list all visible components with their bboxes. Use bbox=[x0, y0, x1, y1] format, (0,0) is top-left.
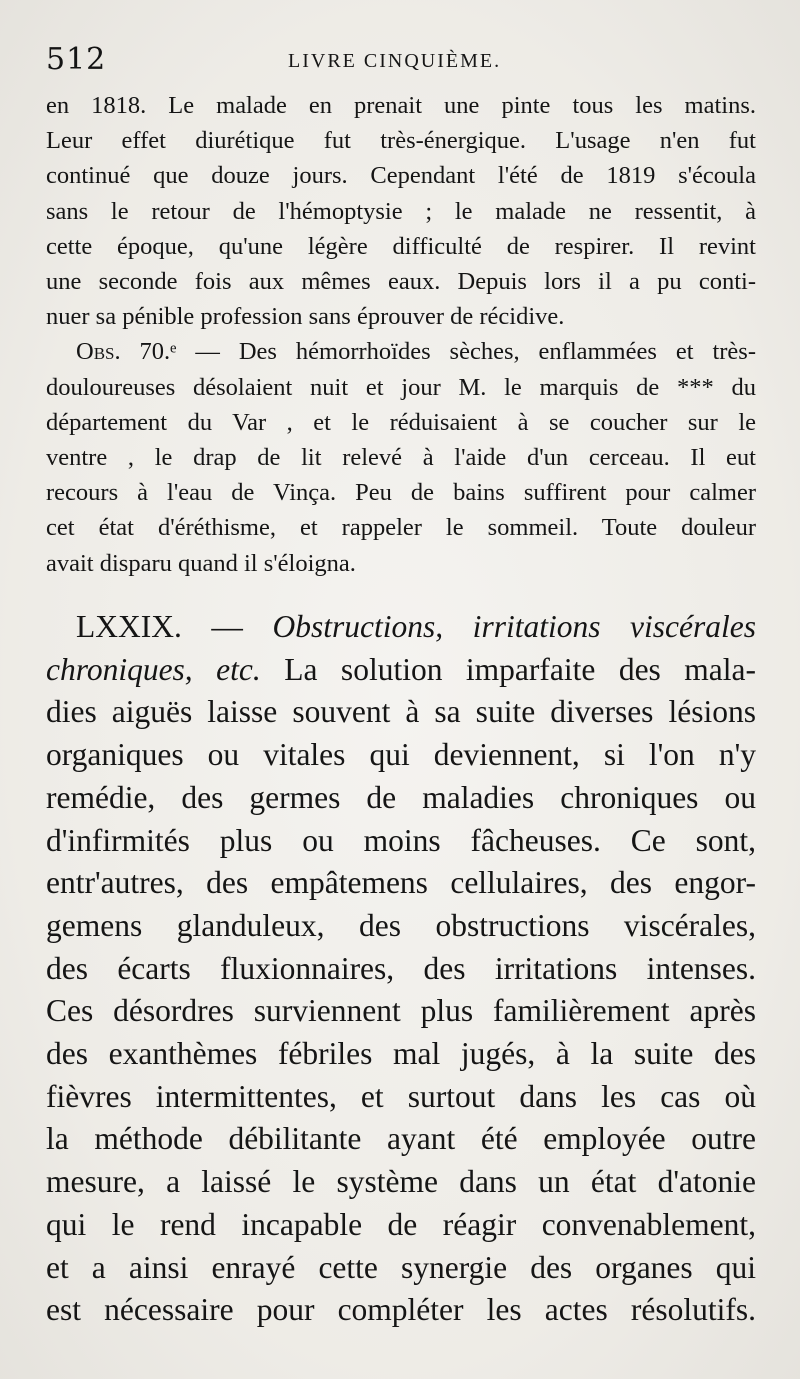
text-line: ventre , le drap de lit relevé à l'aide d'un cerceau. Il eut bbox=[46, 444, 756, 472]
section-heading-line-2 bbox=[46, 649, 756, 692]
text-line: douloureuses désolaient nuit et jour M. le marquis de *** du bbox=[46, 373, 756, 401]
text-line: entr'autres, des empâtemens cellulaires, des engor- bbox=[46, 865, 756, 901]
text-line: des écarts fluxionnaires, des irritations intenses. bbox=[46, 950, 756, 986]
section-numeral: LXXIX. — bbox=[76, 609, 273, 644]
text-line: est nécessaire pour compléter les actes résolutifs. bbox=[46, 1292, 756, 1328]
text-line: Leur effet diurétique fut très-énergique. L'usage n'en fut bbox=[46, 127, 756, 155]
text-line: recours à l'eau de Vinça. Peu de bains suffirent pour calmer bbox=[46, 479, 756, 507]
text-line: organiques ou vitales qui deviennent, si l'on n'y bbox=[46, 737, 756, 773]
section-title-continued: chroniques, etc. bbox=[46, 651, 261, 687]
page-number: 512 bbox=[46, 42, 107, 77]
text-line: dies aiguës laisse souvent à sa suite diverses lésions bbox=[46, 694, 756, 730]
text-fragment: — Des hémorrhoïdes sèches, enflammées et très- bbox=[176, 338, 756, 366]
text-line: avait disparu quand il s'éloigna. bbox=[46, 549, 356, 577]
section-text bbox=[46, 606, 756, 1332]
text-line: des exanthèmes fébriles mal jugés, à la suite des bbox=[46, 1036, 756, 1072]
text-line: en 1818. Le malade en prenait une pinte tous les matins. bbox=[46, 92, 756, 119]
text-line: d'infirmités plus ou moins fâcheuses. Ce sont, bbox=[46, 822, 756, 858]
observation-label: Obs. 70.ᵉ bbox=[76, 338, 177, 366]
text-line: cette époque, qu'une légère difficulté de respirer. Il revint bbox=[46, 232, 756, 260]
text-line: mesure, a laissé le système dans un état d'atonie bbox=[46, 1164, 756, 1200]
text-line: fièvres intermittentes, et surtout dans les cas où bbox=[46, 1078, 756, 1114]
text-line: la méthode débilitante ayant été employée outre bbox=[46, 1121, 756, 1157]
page-header bbox=[44, 38, 756, 78]
text-line: Ces désordres surviennent plus familièrement après bbox=[46, 993, 756, 1029]
text-line: département du Var , et le réduisaient à se coucher sur le bbox=[46, 408, 756, 436]
text-line: sans le retour de l'hémoptysie ; le malade ne ressentit, à bbox=[46, 197, 756, 225]
section-title: Obstructions, irritations viscérales bbox=[272, 609, 756, 644]
text-fragment: La solution imparfaite des mala- bbox=[260, 651, 756, 687]
text-line: remédie, des germes de maladies chroniques ou bbox=[46, 779, 756, 815]
text-line: cet état d'éréthisme, et rappeler le sommeil. Toute douleur bbox=[46, 514, 756, 542]
text-line: continué que douze jours. Cependant l'été de 1819 s'écoula bbox=[46, 162, 756, 190]
text-line: et a ainsi enrayé cette synergie des organes qui bbox=[46, 1249, 756, 1285]
text-line: gemens glanduleux, des obstructions viscérales, bbox=[46, 907, 756, 943]
observation-text bbox=[46, 88, 756, 581]
observation-heading-line bbox=[46, 334, 756, 369]
text-line: nuer sa pénible profession sans éprouver de récidive. bbox=[46, 303, 565, 331]
text-line: qui le rend incapable de réagir convenablement, bbox=[46, 1206, 756, 1242]
section-heading-line bbox=[46, 606, 756, 649]
running-head: LIVRE CINQUIÈME. bbox=[288, 50, 502, 72]
text-line: une seconde fois aux mêmes eaux. Depuis lors il a pu conti- bbox=[46, 268, 756, 296]
